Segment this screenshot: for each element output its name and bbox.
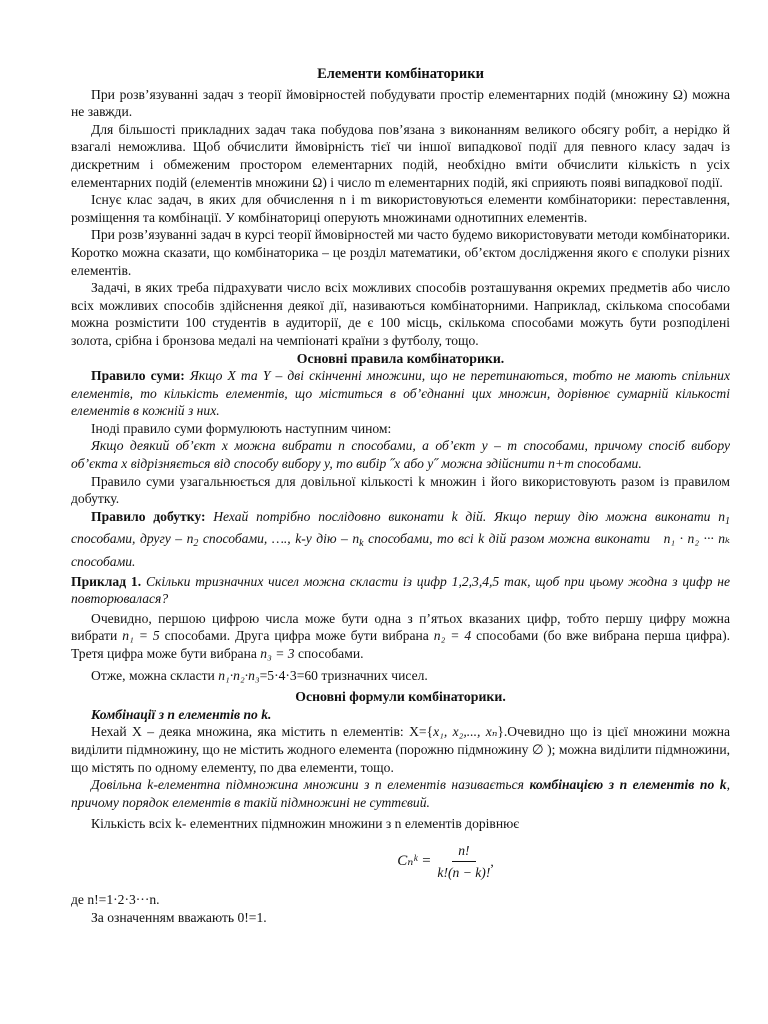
intro-paragraph-1: При розв’язуванні задач з теорії ймовірностей побудувати простір елементарних подій (множину Ω) можна не завжди. [71,86,730,120]
example-solution-3: способами (бо вже вибрана перша цифра). Третя цифра може бути вибрана [71,628,730,661]
example-result-formula: n₁·n₂·n₃ [218,667,260,683]
example-solution-4: способами. [294,646,364,661]
rules-heading: Основні правила комбінаторики. [296,350,505,366]
sum-rule-label: Правило суми: [91,368,185,384]
product-rule-label: Правило добутку: [91,508,206,524]
example-label: Приклад 1. [71,573,142,589]
example-solution-2: способами. Друга цифра може бути вибрана [159,628,429,644]
example-solution-1: Очевидно, першою цифрою числа може бути одна з п’ятьох вказаних цифр, тобто першу цифру можна вибрати [71,610,730,644]
definition-bold: комбінацією з n елементів по k [529,777,727,793]
product-rule-formula: n₁ · n₂ ··· nₖ [663,531,730,547]
formula-denominator: k!(n − k)! [437,865,491,881]
formula-lhs: Cₙᵏ = [397,853,432,870]
sum-rule-text: Якщо X та Y – дві скінченні множини, що не перетинаються, тобто не мають спільних елементів, то кількість елементів, що міститься в об’єднанні цих множин, дорівнює сумарній кількості елементів в кожній з них. [71,368,730,419]
example-n2: n₂ = 4 [433,628,472,644]
definition-text-1: Довільна k-елементна підмножина множини з n елементів називається [91,777,530,793]
example-solution [71,610,730,663]
sum-rule-alt-text: Якщо деякий об’єкт x можна вибрати n способами, а об’єкт y – m способами, причому спосіб вибору об’єкта x відрізняється від способу вибору y, то вибір ˝x або y˝ можна здійснити n+m способами. [71,438,730,472]
product-rule-text-4: способами, то всі k дій разом можна виконати [363,531,651,547]
zero-factorial-definition: За означенням вважають 0!=1. [91,909,267,925]
set-definition [71,723,730,776]
example-question: Скільки тризначних чисел можна скласти із цифр 1,2,3,4,5 так, щоб при цьому жодна з цифр не повторювалася? [71,573,730,607]
sum-rule-paragraph [71,367,730,420]
set-text-1: Нехай X – деяка множина, яка містить n елементів: X={ [91,724,434,740]
definition-text-2: , причому порядок елементів в такій підмножині не суттєвий. [71,777,730,810]
example-n3: n₃ = 3 [260,646,295,661]
product-rule-sub-k: k [359,538,364,550]
product-rule-text-1: Нехай потрібно послідовно виконати k дій. Якщо першу дію можна виконати n [213,508,725,524]
intro-paragraph-5: Задачі, в яких треба підрахувати число всіх можливих способів розташування окремих предметів або число всіх можливих способів здійснення деякої дії, називаються комбінаторними. Наприклад, скількома способами можна розмістити 100 студентів в аудиторії, де є 100 місць, скількома способами можуть бути розподілені золота, срібна і бронзова медалі на чемпіонаті країни з футболу, тощо. [71,280,730,348]
example-n1: n₁ = 5 [122,628,160,644]
formulas-heading: Основні формули комбінаторики. [295,689,506,705]
product-rule-sub-1: 1 [725,515,730,527]
intro-paragraph-4: При розв’язуванні задач в курсі теорії ймовірностей ми часто будемо використовувати методи комбінаторики. Коротко можна сказати, що комбінаторика – це розділ математики, об’єктом дослідження якого є сполуки різних елементів. [71,227,730,278]
sum-rule-alt-intro: Іноді правило суми формулюють наступним чином: [91,420,392,436]
product-rule-text-5: способами. [71,554,136,570]
example-result-1: Отже, можна скласти [91,667,219,683]
example-result-2: =5·4·3=60 тризначних чисел. [259,667,428,683]
product-rule-text-2: способами, другу – n [71,531,194,547]
combination-formula [161,839,730,885]
combination-definition [71,776,730,811]
formula-fraction [437,842,490,882]
intro-paragraph-3: Існує клас задач, в яких для обчислення n і m використовуються елементи комбінаторики: переставлення, розміщення та комбінації. У комбінаториці оперують множинами однотипних елементів. [71,192,730,225]
product-rule-sub-2: 2 [193,538,199,550]
page-title: Елементи комбінаторики [317,66,484,82]
product-rule-paragraph [71,508,730,571]
combinations-heading: Комбінації з n елементів по k. [91,706,272,722]
product-rule-text-3: способами, …., k-у дію – n [198,531,360,547]
count-text: Кількість всіх k- елементних підмножин множини з n елементів дорівнює [91,816,520,832]
set-text-2: }.Очевидно що із цієї множини можна виділити підмножину, що не містить жодного елемента (порожню підмножину ∅ ); можна виділити підмножини, що містять по одному елементу, по два елементи, тощо. [71,724,730,775]
formula-tail: , [490,854,494,870]
sum-rule-generalization: Правило суми узагальнюється для довільної кількості k множин і його використовують разом із правилом добутку. [71,473,730,507]
example-result [71,667,730,685]
set-elements: x₁, x₂,..., xₙ [433,724,498,740]
formula-numerator: n! [452,842,475,863]
intro-paragraph-2: Для більшості прикладних задач така побудова пов’язана з виконанням великого обсягу робіт, а нерідко й взагалі неможлива. Щоб обчислити ймовірність тієї чи іншої випадкової події для певного класу задач із дискретним і обмеженим простором елементарних подій, необхідно вміти обчислити кількість n усіх елементарних подій (елементів множини Ω) і число m елементарних подій, які сприяють появі випадкової події. [71,121,730,190]
example-paragraph [71,573,730,608]
factorial-definition: де n!=1·2·3···n. [71,891,160,907]
